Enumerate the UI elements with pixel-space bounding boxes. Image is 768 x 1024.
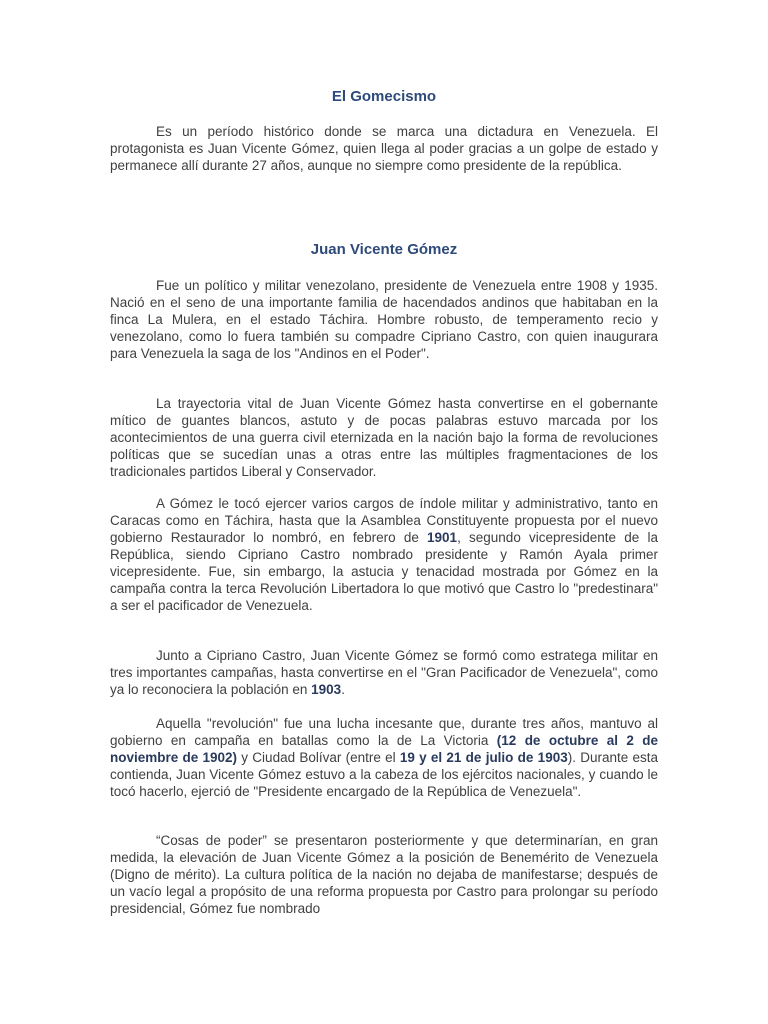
paragraph-intro: Es un período histórico donde se marca una dictadura en Venezuela. El protagonista es Juan Vicente Gómez, quien llega al poder gracias a un golpe de estado y permanece allí durante 27 años, aunque no siempre como presidente de la república. [110,124,658,173]
paragraph-trajectory: La trayectoria vital de Juan Vicente Gómez hasta convertirse en el gobernante mítico de guantes blancos, astuto y de pocas palabras estuvo marcada por los acontecimientos de una guerra civil eternizada en la nación bajo la forma de revoluciones políticas que se sucedían unas a otras entre las múltiples fragmentaciones de los tradicionales partidos Liberal y Conservador. [110,396,658,479]
text-run: ). Durante esta contienda, Juan Vicente Gómez estuvo a la cabeza de los ejércitos nacionales, y cuando le tocó hacerlo, ejerció de "Presidente encargado de la República de Venezuela". [110,750,659,799]
bold-date: (12 de octubre al 2 de noviembre de 1902) [110,733,658,765]
paragraph-castro [110,647,658,698]
text-run: Junto a Cipriano Castro, Juan Vicente Gómez se formó como estratega militar en tres importantes campañas, hasta convertirse en el "Gran Pacificador de Venezuela", como ya lo reconociera la población en [110,648,658,697]
text-run: Aquella "revolución" fue una lucha incesante que, durante tres años, mantuvo al gobierno en campaña en batallas como la de La Victoria [110,716,658,748]
bold-date: 19 y el 21 de julio de 1903 [399,750,568,765]
bold-year: 1901 [427,530,458,545]
paragraph-cosas-de-poder: “Cosas de poder” se presentaron posteriormente y que determinarían, en gran medida, la elevación de Juan Vicente Gómez a la posición de Benemérito de Venezuela (Digno de mérito). La cultura política de la nación no dejaba de manifestarse; después de un vacío legal a propósito de una reforma propuesta por Castro para prolongar su período presidencial, Gómez fue nombrado [110,833,658,916]
paragraph-revolucion [110,715,658,800]
text-run: . [341,682,345,697]
section-title-juan-vicente-gomez: Juan Vicente Gómez [310,241,458,258]
paragraph-biography: Fue un político y militar venezolano, presidente de Venezuela entre 1908 y 1935. Nació en el seno de una importante familia de hacendados andinos que habitaban en la finca La Mulera, en el estado Táchira. Hombre robusto, de temperamento recio y venezolano, como lo fuera también su compadre Cipriano Castro, con quien inaugurara para Venezuela la saga de los "Andinos en el Poder". [110,278,658,361]
text-run: , segundo vicepresidente de la República, siendo Cipriano Castro nombrado presidente y Ramón Ayala primer vicepresidente. Fue, sin embargo, la astucia y tenacidad mostrada por Gómez en la campaña contra la terca Revolución Libertadora lo que motivó que Castro lo "predestinara" a ser el pacificador de Venezuela. [110,530,658,613]
text-run: A Gómez le tocó ejercer varios cargos de índole militar y administrativo, tanto en Caracas como en Táchira, hasta que la Asamblea Constituyente propuesta por el nuevo gobierno Restaurador lo nombró, en febrero de [110,496,658,545]
text-run: y Ciudad Bolívar (entre el [237,750,400,765]
bold-year: 1903 [311,682,342,697]
section-title-gomecismo: El Gomecismo [331,88,437,105]
paragraph-cargos [110,495,658,614]
